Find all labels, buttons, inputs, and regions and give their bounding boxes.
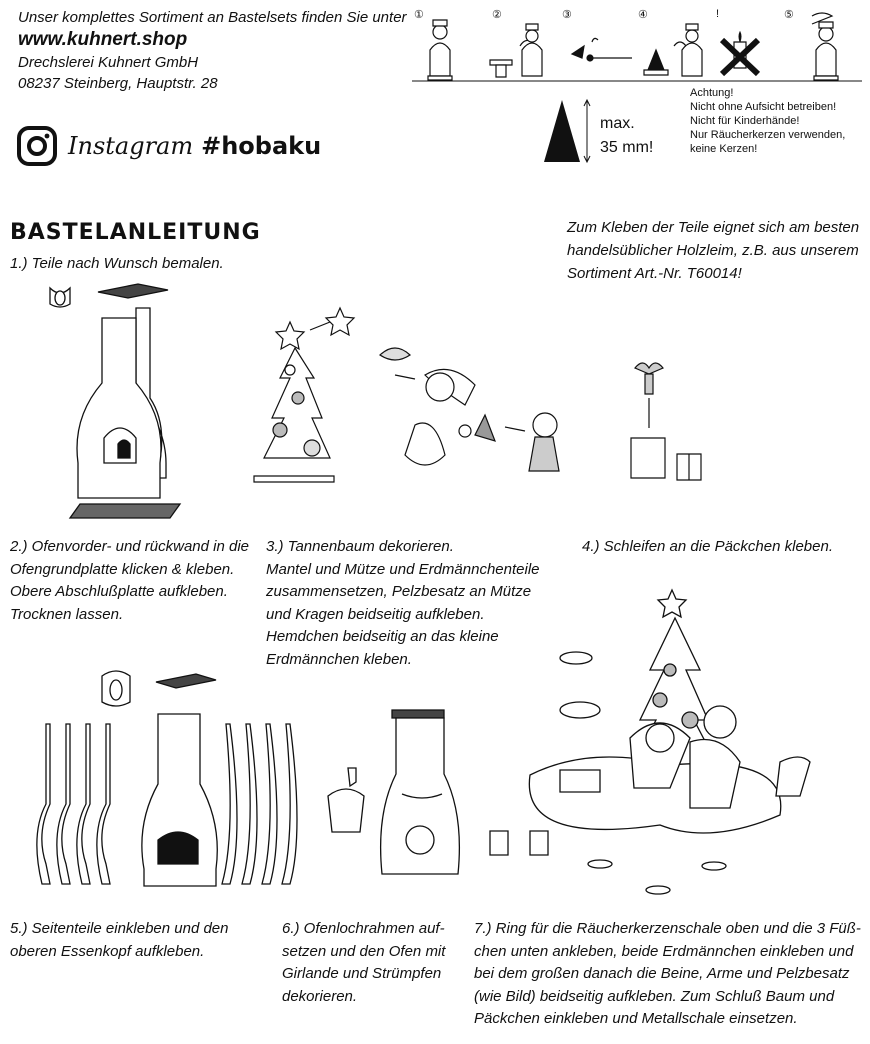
step-5-text [10,918,229,963]
sequence-number-1: ① [414,9,424,21]
base-part-icon [490,24,542,77]
size-limit-line2: 35 mm! [600,139,654,156]
sequence-number-2: ② [492,9,502,21]
glue-note [567,216,859,285]
step-line: Trocknen lassen. [10,605,124,623]
glue-note-line: Sortiment Art.-Nr. T60014! [567,265,742,282]
header-website-link[interactable]: www.kuhnert.shop [18,29,188,50]
step-line: Obere Abschlußplatte aufkleben. [10,583,228,600]
size-limit-text [600,112,653,160]
step-line: Girlande und Strümpfen [282,965,442,982]
step-line: (wie Bild) beidseitig aufkleben. Zum Schluß Baum und [474,987,835,1005]
step-line: Erdmännchen kleben. [266,650,412,668]
step-line: 5.) Seitenteile einkleben und den [10,920,229,937]
size-limit-line1: max. [600,115,635,132]
step-line: und Kragen beidseitig aufkleben. [266,605,485,623]
incense-cone-icon [572,38,632,61]
smoker-figure-icon [428,20,452,80]
cone-in-base-icon [644,24,702,76]
instagram-label: Instagram [68,132,194,160]
sequence-warning-mark: ! [716,8,720,20]
warning-line: Nur Räucherkerzen verwenden, [690,129,846,141]
header-company: Drechslerei Kuhnert GmbH [18,54,199,71]
step-line: 7.) Ring für die Räucherkerzenschale oben und die 3 Füß- [474,920,861,937]
step-line: Päckchen einkleben und Metallschale einsetzen. [474,1010,798,1027]
header-block [18,7,407,94]
step-6-text [282,918,445,1008]
glue-note-line: Zum Kleben der Teile eignet sich am besten [567,219,860,236]
step-line: Hemdchen beidseitig an das kleine [266,628,499,645]
sequence-illustration [412,6,862,82]
step-line: dekorieren. [282,987,358,1005]
sequence-strip [412,6,862,82]
instagram-block[interactable] [16,124,321,168]
step-line: 1.) Teile nach Wunsch bemalen. [10,255,224,272]
instagram-hashtag: #hobaku [201,132,322,160]
glue-note-line: handelsüblicher Holzleim, z.B. aus unserem [567,242,859,259]
side-panels-illustration [40,664,300,894]
warning-notice [690,86,845,156]
instagram-icon [16,125,58,167]
header-intro: Unser komplettes Sortiment an Bastelsets finden Sie unter [18,9,407,26]
step-4-text [582,536,833,559]
step-line: setzen und den Ofen mit [282,942,446,960]
step-line: chen unten ankleben, beide Erdmännchen einkleben und [474,942,854,960]
no-candle-icon [722,32,758,74]
step-line: 6.) Ofenlochrahmen auf- [282,920,445,937]
step-line: Mantel und Mütze und Erdmännchenteile [266,560,540,578]
cone-size-illustration [540,98,590,164]
sequence-number-5: ⑤ [784,9,794,21]
tree-illustration [250,308,360,488]
meerkats-illustration [375,345,595,495]
warning-line: keine Kerzen! [690,143,758,155]
step-line: zusammensetzen, Pelzbesatz an Mütze [266,583,532,600]
step-line: bei dem großen danach die Beine, Arme und Pelzbesatz [474,965,850,982]
step-7-text [474,918,861,1031]
warning-line: Nicht für Kinderhände! [690,115,800,127]
step-line: oberen Essenkopf aufkleben. [10,942,205,960]
gifts-illustration [625,358,715,488]
final-assembly-illustration [480,590,830,870]
decorated-oven-illustration [322,704,462,894]
sequence-number-4: ④ [638,9,648,21]
warning-line: Nicht ohne Aufsicht betreiben! [690,101,837,113]
step-line: 3.) Tannenbaum dekorieren. [266,538,454,555]
header-address: 08237 Steinberg, Hauptstr. 28 [18,75,218,92]
page-title: BASTELANLEITUNG [10,220,261,245]
step-2-text [10,536,249,626]
step-line: 2.) Ofenvorder- und rückwand in die [10,538,250,555]
sequence-number-3: ③ [562,9,572,21]
oven-assembly-illustration [40,278,210,518]
warning-line: Achtung! [690,87,734,99]
step-line: 4.) Schleifen an die Päckchen kleben. [582,538,833,555]
step-line: Ofengrundplatte klicken & kleben. [10,560,235,578]
step-1-text [10,253,224,276]
smoking-figure-icon [812,13,838,80]
